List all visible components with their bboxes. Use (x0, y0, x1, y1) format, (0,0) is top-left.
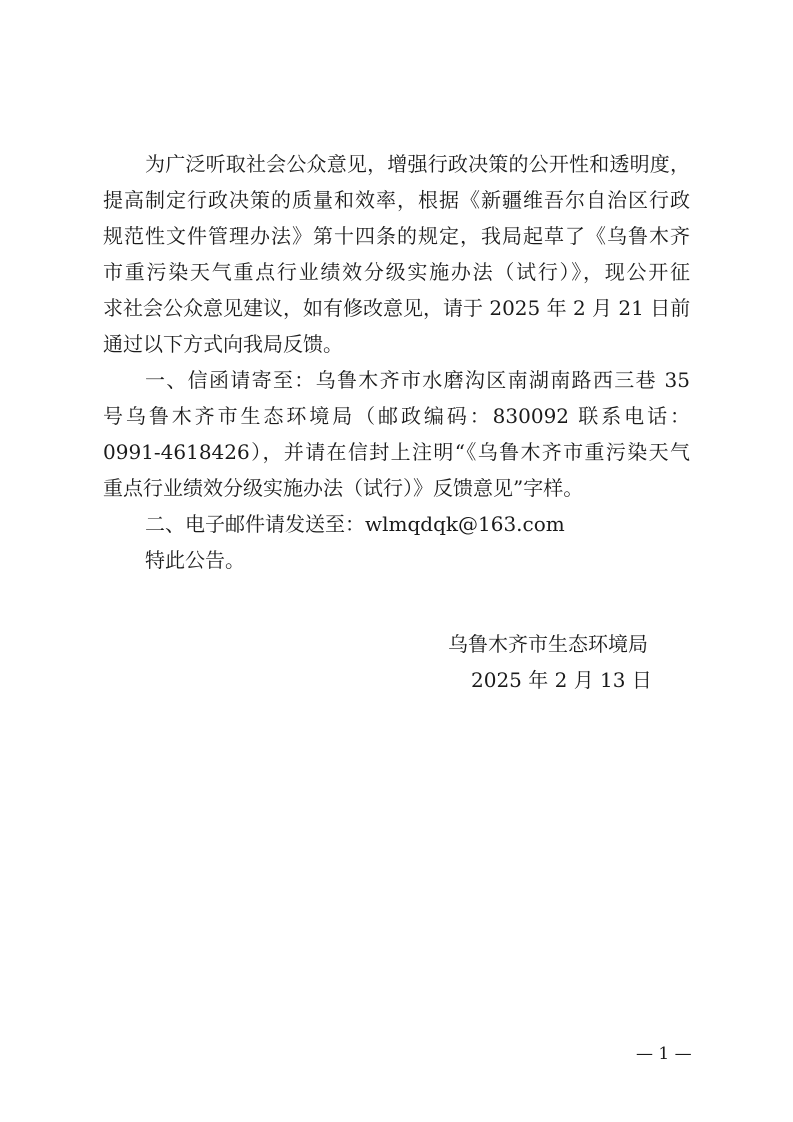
paragraph2-line-1: 一、信函请寄至：乌鲁木齐市水磨沟区南湖南路西三巷 35 (145, 368, 690, 392)
closing-line: 特此公告。 (145, 548, 245, 572)
paragraph1-line-1: 为广泛听取社会公众意见，增强行政决策的公开性和透明度， (145, 152, 690, 176)
paragraph1-line-3: 规范性文件管理办法》第十四条的规定，我局起草了《乌鲁木齐 (103, 224, 690, 248)
page-number: — 1 — (636, 1044, 692, 1064)
paragraph2-line-2: 号乌鲁木齐市生态环境局（邮政编码：830092 联系电话： (103, 404, 690, 428)
paragraph1-line-6: 通过以下方式向我局反馈。 (103, 332, 343, 356)
paragraph2-line-3: 0991-4618426），并请在信封上注明“《乌鲁木齐市重污染天气 (103, 440, 690, 464)
email-line: 二、电子邮件请发送至：wlmqdqk@163.com (145, 512, 565, 536)
signature-org: 乌鲁木齐市生态环境局 (448, 632, 648, 656)
paragraph1-line-2: 提高制定行政决策的质量和效率，根据《新疆维吾尔自治区行政 (103, 188, 690, 212)
paragraph1-line-5: 求社会公众意见建议，如有修改意见，请于 2025 年 2 月 21 日前 (103, 296, 691, 320)
paragraph2-line-4: 重点行业绩效分级实施办法（试行）》反馈意见”字样。 (103, 476, 584, 500)
paragraph1-line-4: 市重污染天气重点行业绩效分级实施办法（试行）》，现公开征 (103, 260, 690, 284)
signature-date: 2025 年 2 月 13 日 (471, 668, 652, 692)
